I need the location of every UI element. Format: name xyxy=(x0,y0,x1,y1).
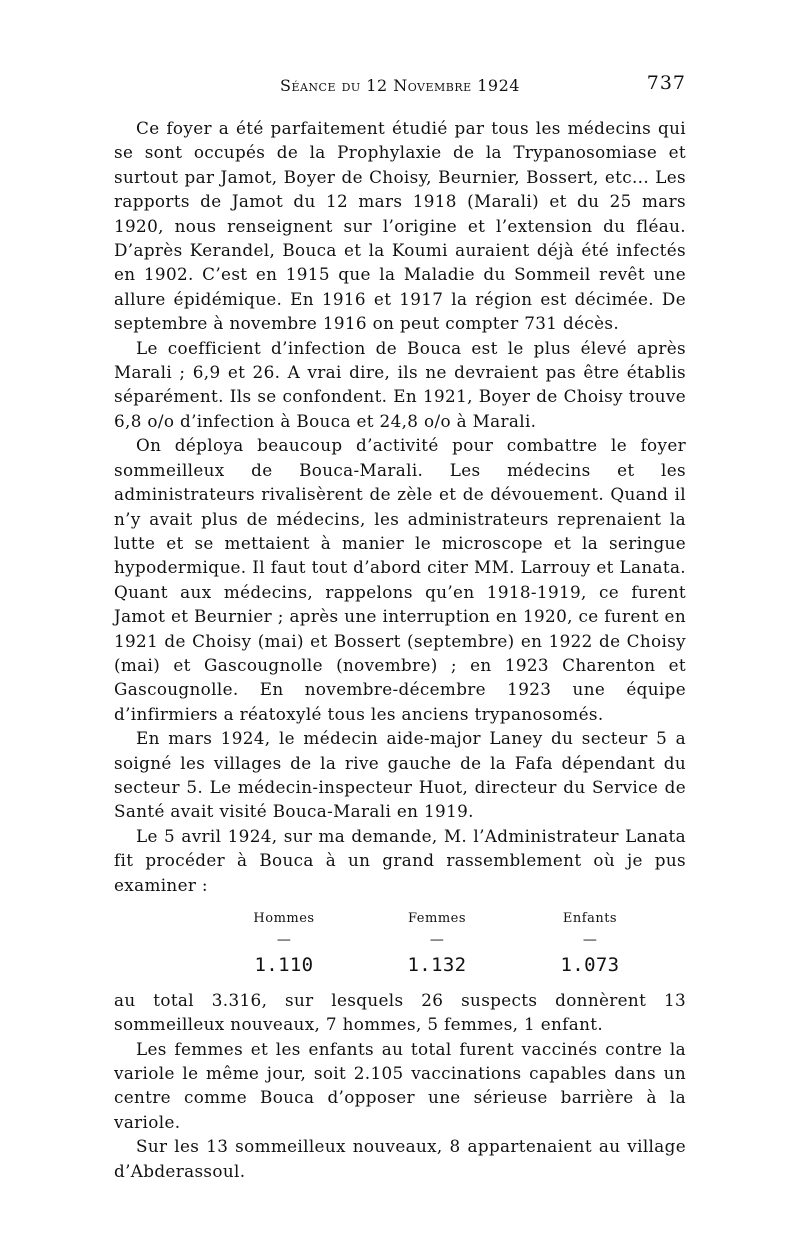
column-dash: — xyxy=(582,932,598,949)
paragraph: Le 5 avril 1924, sur ma demande, M. l’Administrateur Lanata fit procéder à Bouca à un grand rassemblement où je pus examiner : xyxy=(114,825,686,895)
document-page xyxy=(114,70,686,1183)
column-label: Enfants xyxy=(562,911,618,926)
paragraph: Le coefficient d’infection de Bouca est le plus élevé après Marali ; 6,9 et 26. A vrai dire, ils ne devraient pas être établis séparément. Ils se confondent. En 1921, Boyer de Choisy trouve 6,8 o/o d’infection à Bouca et 24,8 o/o à Marali. xyxy=(114,337,686,431)
paragraph-continuation: au total 3.316, sur lesquels 26 suspects donnèrent 13 sommeilleux nouveaux, 7 hommes, 5 femmes, 1 enfant. xyxy=(114,989,686,1035)
paragraph: Ce foyer a été parfaitement étudié par tous les médecins qui se sont occupés de la Prophylaxie de la Trypanosomiase et surtout par Jamot, Boyer de Choisy, Beurnier, Bossert, etc... Les rapports de Jamot du 12 mars 1918 (Marali) et du 25 mars 1920, nous renseignent sur l’origine et l’extension du fléau. D’après Kerandel, Bouca et la Koumi auraient déjà été infectés en 1902. C’est en 1915 que la Maladie du Sommeil revêt une allure épidémique. En 1916 et 1917 la région est décimée. De septembre à novembre 1916 on peut compter 731 décès. xyxy=(114,118,686,334)
column-value: 1.110 xyxy=(254,954,314,977)
column-value: 1.132 xyxy=(407,954,467,977)
column-value: 1.073 xyxy=(560,954,620,977)
table-column-femmes xyxy=(377,907,497,978)
column-dash: — xyxy=(429,932,445,949)
paragraph: En mars 1924, le médecin aide-major Laney du secteur 5 a soigné les villages de la rive gauche de la Fafa dépendant du secteur 5. Le médecin-inspecteur Huot, directeur du Service de Santé avait visité Bouca-Marali en 1919. xyxy=(114,728,686,822)
column-label: Hommes xyxy=(253,911,315,926)
paragraph: Sur les 13 sommeilleux nouveaux, 8 appartenaient au village d’Abderassoul. xyxy=(114,1136,686,1181)
paragraph: On déploya beaucoup d’activité pour combattre le foyer sommeilleux de Bouca-Marali. Les médecins et les administrateurs rivalisèrent de zèle et de dévouement. Quand il n’y avait plus de médecins, les administrateurs reprenaient la lutte et se mettaient à manier le microscope et la seringue hypodermique. Il faut tout d’abord citer MM. Larrouy et Lanata. Quant aux médecins, rappelons qu’en 1918-1919, ce furent Jamot et Beurnier ; après une interruption en 1920, ce furent en 1921 de Choisy (mai) et Bossert (septembre) en 1922 de Choisy (mai) et Gascougnolle (novembre) ; en 1923 Charenton et Gascougnolle. En novembre-décembre 1923 une équipe d’infirmiers a réatoxylé tous les anciens trypanosomés. xyxy=(114,435,686,724)
table-column-enfants xyxy=(530,907,650,978)
running-head xyxy=(114,70,686,104)
body-text xyxy=(114,116,686,1183)
page-number: 737 xyxy=(646,72,686,94)
column-label: Femmes xyxy=(407,911,467,926)
population-table xyxy=(114,907,684,978)
column-dash: — xyxy=(276,932,292,949)
table-column-hommes xyxy=(224,907,344,978)
running-head-title: Séance du 12 Novembre 1924 xyxy=(280,76,520,95)
paragraph: Les femmes et les enfants au total furent vaccinés contre la variole le même jour, soit 2.105 vaccinations capables dans un centre comme Bouca d’opposer une sérieuse barrière à la variole. xyxy=(114,1038,686,1132)
